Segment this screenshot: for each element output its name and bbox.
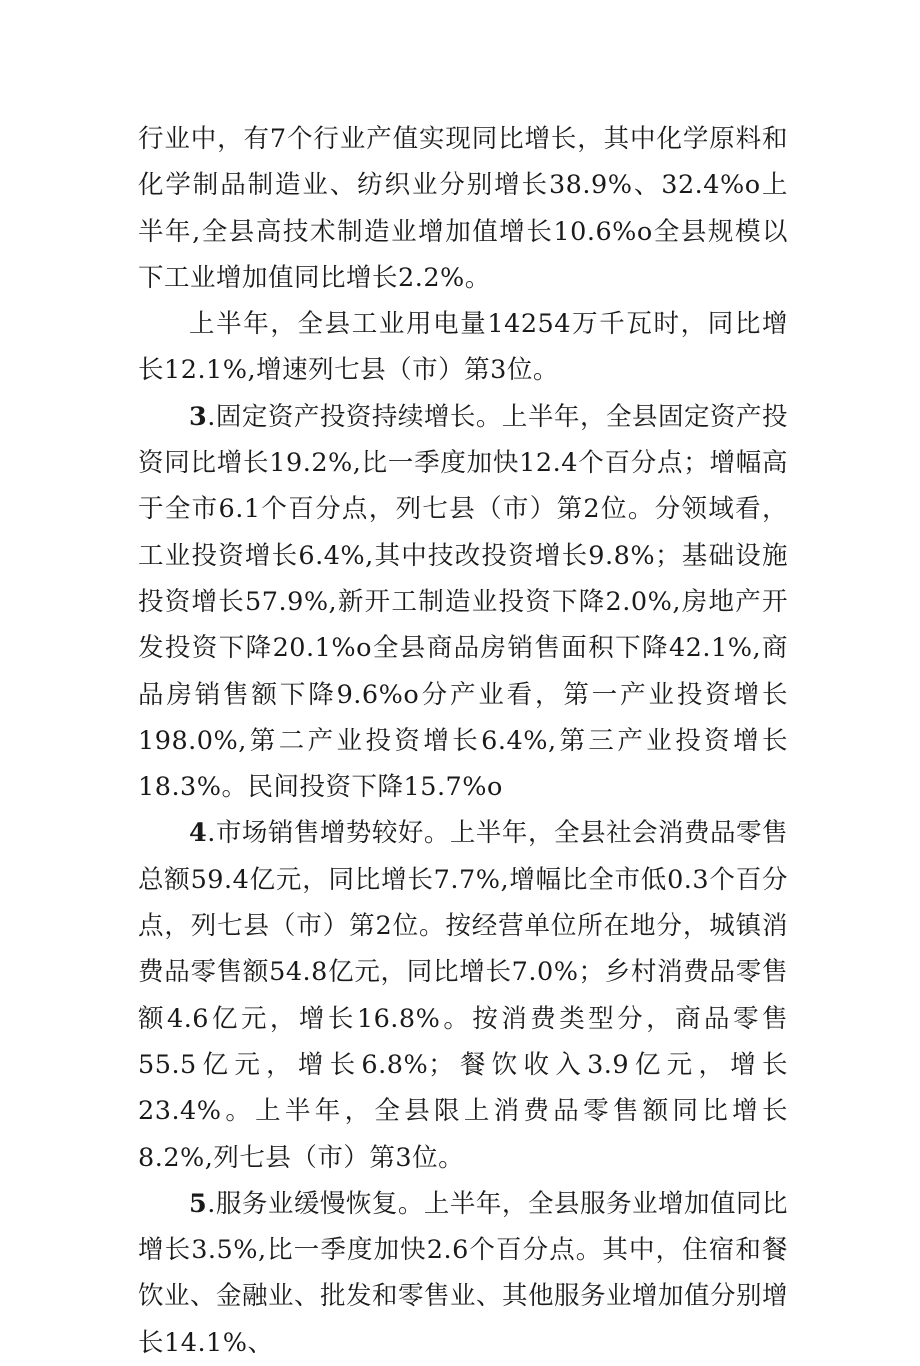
paragraph-fixed-asset-investment	[138, 394, 788, 811]
paragraph-text: .固定资产投资持续增长。上半年，全县固定资产投资同比增长19.2%,比一季度加快12.4个百分点；增幅高于全市6.1个百分点，列七县（市）第2位。分领域看，工业投资增长6.4%,其中技改投资增长9.8%；基础设施投资增长57.9%,新开工制造业投资下降2.0%,房地产开发投资下降20.1%o全县商品房销售面积下降42.1%,商品房销售额下降9.6%o分产业看，第一产业投资增长198.0%,第二产业投资增长6.4%,第三产业投资增长18.3%。民间投资下降15.7%o	[138, 401, 788, 803]
document-body	[138, 116, 788, 1366]
section-number: 4	[189, 818, 208, 849]
paragraph-industry-output	[138, 116, 788, 301]
paragraph-text: 行业中，有7个行业产值实现同比增长，其中化学原料和化学制品制造业、纺织业分别增长38.9%、32.4%o上半年,全县高技术制造业增加值增长10.6%o全县规模以下工业增加值同比增长2.2%。	[138, 124, 788, 293]
paragraph-text: .服务业缓慢恢复。上半年，全县服务业增加值同比增长3.5%,比一季度加快2.6个百分点。其中，住宿和餐饮业、金融业、批发和零售业、其他服务业增加值分别增长14.1%、	[138, 1188, 789, 1358]
paragraph-electricity-usage	[138, 301, 788, 394]
section-number: 3	[189, 401, 208, 432]
section-number: 5	[189, 1188, 208, 1219]
paragraph-text: .市场销售增势较好。上半年，全县社会消费品零售总额59.4亿元，同比增长7.7%,增幅比全市低0.3个百分点，列七县（市）第2位。按经营单位所在地分，城镇消费品零售额54.8亿元，同比增长7.0%；乡村消费品零售额4.6亿元，增长16.8%。按消费类型分，商品零售55.5亿元，增长6.8%；餐饮收入3.9亿元，增长23.4%。上半年，全县限上消费品零售额同比增长8.2%,列七县（市）第3位。	[138, 818, 788, 1173]
paragraph-market-sales	[138, 810, 788, 1180]
paragraph-text: 上半年，全县工业用电量14254万千瓦时，同比增长12.1%,增速列七县（市）第3位。	[138, 309, 788, 386]
paragraph-service-industry	[138, 1181, 788, 1366]
